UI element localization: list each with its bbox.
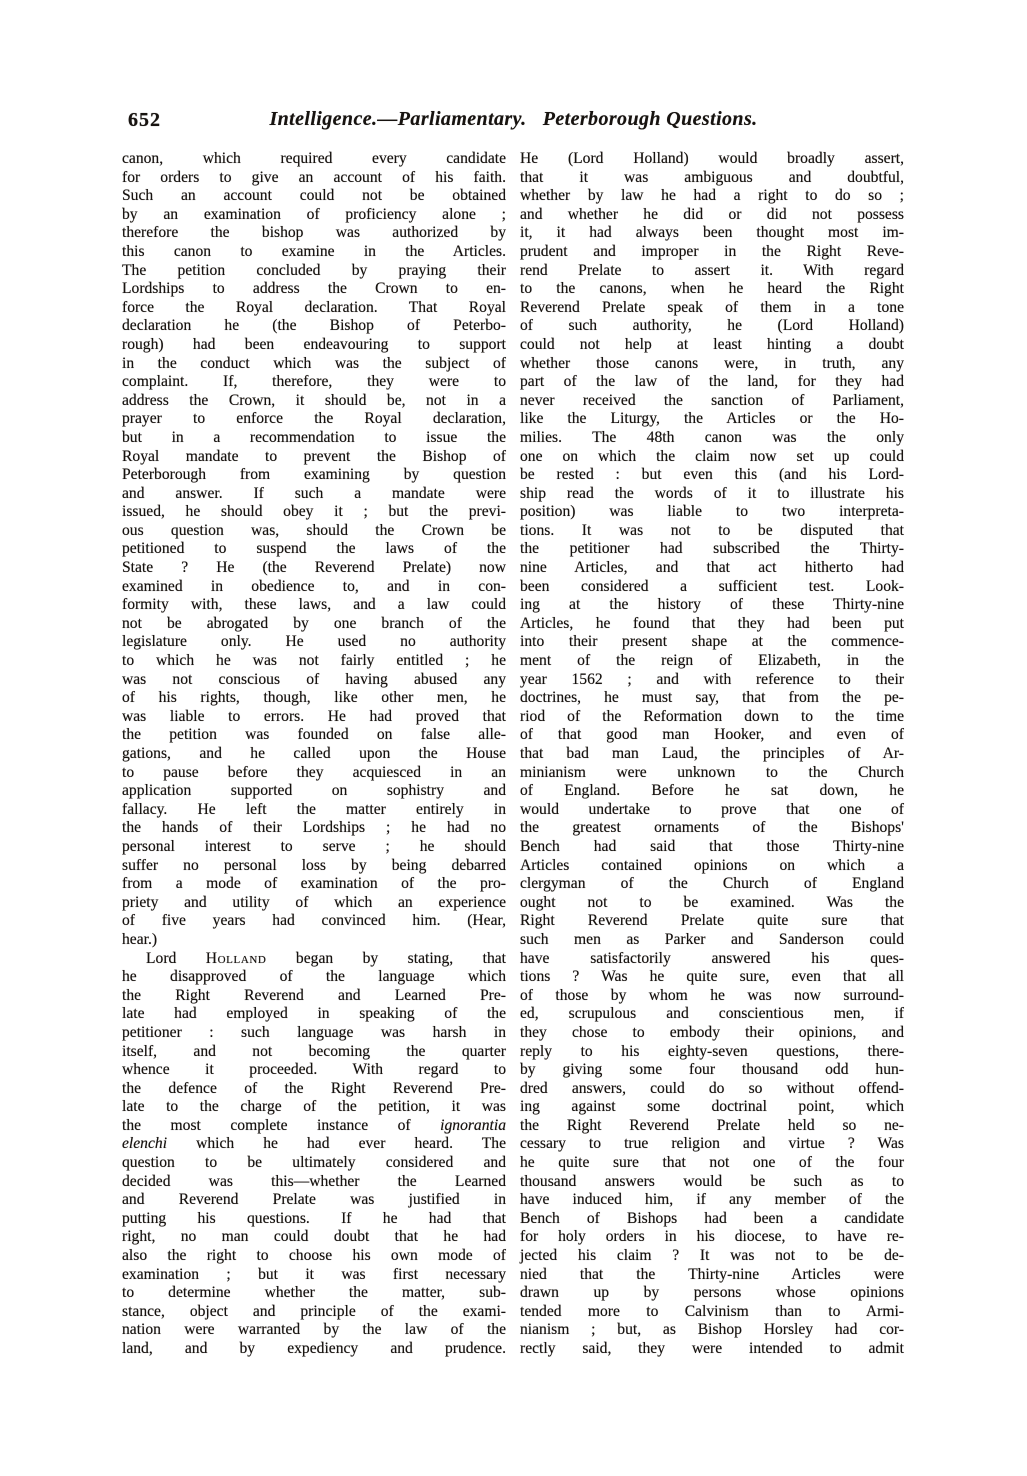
- text-line: from a mode of examination of the pro-: [122, 875, 506, 893]
- text-line: clergyman of the Church of England: [520, 875, 904, 893]
- text-line: was liable to errors. He had proved that: [122, 707, 506, 725]
- text-line: for holy orders in his diocese, to have re-: [520, 1228, 904, 1246]
- text-line: to pause before they acquiesced in an: [122, 763, 506, 781]
- text-line: personal interest to serve ; he should: [122, 837, 506, 855]
- running-header-title: Intelligence.—Parliamentary. Peterborough Questions.: [269, 108, 758, 130]
- text-line: minianism were unknown to the Church: [520, 763, 904, 781]
- text-line: ought not to be examined. Was the: [520, 893, 904, 911]
- text-line: to the canons, when he heard the Right: [520, 280, 904, 298]
- text-line: Bench had said that those Thirty-nine: [520, 837, 904, 855]
- text-line: cessary to true religion and virtue ? Was: [520, 1135, 904, 1153]
- text-line: was not conscious of having abused any: [122, 670, 506, 688]
- text-line: he disapproved of the language which: [122, 968, 506, 986]
- text-line: application supported on sophistry and: [122, 782, 506, 800]
- text-line: the defence of the Right Reverend Pre-: [122, 1079, 506, 1097]
- text-line: that it was ambiguous and doubtful,: [520, 168, 904, 186]
- text-line: Right Reverend Prelate quite sure that: [520, 912, 904, 930]
- text-line: whether those canons were, in truth, any: [520, 354, 904, 372]
- text-line: ing against some doctrinal point, which: [520, 1098, 904, 1116]
- text-line: Royal mandate to prevent the Bishop of: [122, 447, 506, 465]
- text-line: question to be ultimately considered and: [122, 1154, 506, 1172]
- text-line: but in a recommendation to issue the: [122, 428, 506, 446]
- text-line: petitioned to suspend the laws of the: [122, 540, 506, 558]
- text-line: The petition concluded by praying their: [122, 261, 506, 279]
- text-line: ment of the reign of Elizabeth, in the: [520, 652, 904, 670]
- text-line: year 1562 ; and with reference to their: [520, 670, 904, 688]
- text-line: legislature only. He used no authority: [122, 633, 506, 651]
- text-line: dred answers, could do so without offend-: [520, 1079, 904, 1097]
- text-line: prudent and improper in the Right Reve-: [520, 242, 904, 260]
- text-line: of such authority, he (Lord Holland): [520, 317, 904, 335]
- text-line: jected his claim ? It was not to be de-: [520, 1247, 904, 1265]
- text-line: petitioner : such language was harsh in: [122, 1023, 506, 1041]
- text-line: could not help at least hinting a doubt: [520, 335, 904, 353]
- column-right: [520, 150, 904, 1359]
- text-line: elenchi which he had ever heard. The: [122, 1135, 506, 1153]
- text-line: tended more to Calvinism than to Armi-: [520, 1302, 904, 1320]
- text-line: whether by law he had a right to do so ;: [520, 187, 904, 205]
- text-line: reply to his eighty-seven questions, there-: [520, 1042, 904, 1060]
- text-line: and answer. If such a mandate were: [122, 484, 506, 502]
- text-line: doctrines, he must say, that from the pe-: [520, 689, 904, 707]
- text-line: riod of the Reformation down to the time: [520, 707, 904, 725]
- text-line: rectly said, they were intended to admit: [520, 1340, 904, 1357]
- text-line: nation were warranted by the law of the: [122, 1321, 506, 1339]
- text-line: the petition was founded on false alle-: [122, 726, 506, 744]
- text-line: rend Prelate to assert it. With regard: [520, 261, 904, 279]
- text-line: Bench of Bishops had been a candidate: [520, 1209, 904, 1227]
- text-line: canon, which required every candidate: [122, 150, 506, 167]
- text-line: gations, and he called upon the House: [122, 745, 506, 762]
- text-line: late to the charge of the petition, it was: [122, 1098, 506, 1116]
- text-line: examination ; but it was first necessary: [122, 1265, 506, 1283]
- text-line: the Right Reverend and Learned Pre-: [122, 986, 506, 1004]
- text-line: by an examination of proficiency alone ;: [122, 205, 506, 223]
- text-line: the petitioner had subscribed the Thirty-: [520, 540, 904, 558]
- text-line: this canon to examine in the Articles.: [122, 242, 506, 260]
- text-line: he quite sure that not one of the four: [520, 1154, 904, 1172]
- text-line: not be abrogated by one branch of the: [122, 614, 506, 632]
- text-line: the Right Reverend Prelate held so ne-: [520, 1116, 904, 1134]
- page-header: [0, 106, 1027, 140]
- text-line: putting his questions. If he had that: [122, 1209, 506, 1227]
- text-line: State ? He (the Reverend Prelate) now: [122, 559, 506, 577]
- text-line: land, and by expediency and prudence.: [122, 1340, 506, 1357]
- column-left: [122, 150, 506, 1359]
- text-line: of that good man Hooker, and even of: [520, 726, 904, 744]
- text-line: late had employed in speaking of the: [122, 1005, 506, 1023]
- text-line: also the right to choose his own mode of: [122, 1247, 506, 1265]
- text-line: nine Articles, and that act hitherto had: [520, 559, 904, 577]
- text-line: into their present shape at the commence-: [520, 633, 904, 651]
- text-line: like the Liturgy, the Articles or the Ho-: [520, 410, 904, 428]
- text-line: that bad man Laud, the principles of Ar-: [520, 745, 904, 762]
- text-line: Lord Holland began by stating, that: [146, 949, 506, 967]
- text-line: they chose to embody their opinions, and: [520, 1023, 904, 1041]
- text-line: would undertake to prove that one of: [520, 800, 904, 818]
- text-line: Reverend Prelate speak of them in a tone: [520, 298, 904, 316]
- text-line: Articles, he found that they had been put: [520, 614, 904, 632]
- text-line: be rested : but even this (and his Lord-: [520, 466, 904, 484]
- text-line: been considered a sufficient test. Look-: [520, 577, 904, 595]
- text-line: position) was liable to two interpreta-: [520, 503, 904, 521]
- text-line: tions. It was not to be disputed that: [520, 521, 904, 539]
- text-line: milies. The 48th canon was the only: [520, 428, 904, 446]
- text-line: stance, object and principle of the exami-: [122, 1302, 506, 1320]
- text-columns: [122, 150, 904, 1359]
- text-line: tions ? Was he quite sure, even that all: [520, 968, 904, 986]
- text-line: of those by whom he was now surround-: [520, 986, 904, 1004]
- text-line: and whether he did or did not possess: [520, 205, 904, 223]
- text-line: the hands of their Lordships ; he had no: [122, 819, 506, 837]
- text-line: right, no man could doubt that he had: [122, 1228, 506, 1246]
- text-line: whence it proceeded. With regard to: [122, 1061, 506, 1079]
- text-line: nied that the Thirty-nine Articles were: [520, 1265, 904, 1283]
- text-line: it, it had always been thought most im-: [520, 224, 904, 242]
- text-line: address the Crown, it should be, not in a: [122, 391, 506, 409]
- text-line: to determine whether the matter, sub-: [122, 1284, 506, 1302]
- text-line: He (Lord Holland) would broadly assert,: [520, 150, 904, 167]
- text-line: suffer no personal loss by being debarred: [122, 856, 506, 874]
- page-number: 652: [128, 109, 161, 131]
- text-line: priety and utility of which an experience: [122, 893, 506, 911]
- text-line: the greatest ornaments of the Bishops': [520, 819, 904, 837]
- text-line: itself, and not becoming the quarter: [122, 1042, 506, 1060]
- text-line: drawn up by persons whose opinions: [520, 1284, 904, 1302]
- text-line: ous question was, should the Crown be: [122, 521, 506, 539]
- text-line: issued, he should obey it ; but the previ-: [122, 503, 506, 521]
- text-line: of his rights, though, like other men, he: [122, 689, 506, 707]
- text-line: thousand answers would be such as to: [520, 1172, 904, 1190]
- text-line: Articles contained opinions on which a: [520, 856, 904, 874]
- text-line: Lordships to address the Crown to en-: [122, 280, 506, 298]
- text-line: by giving some four thousand odd hun-: [520, 1061, 904, 1079]
- text-line: for orders to give an account of his faith.: [122, 168, 506, 186]
- text-line: decided was this—whether the Learned: [122, 1172, 506, 1190]
- text-line: therefore the bishop was authorized by: [122, 224, 506, 242]
- text-line: of England. Before he sat down, he: [520, 782, 904, 800]
- text-line: have induced him, if any member of the: [520, 1191, 904, 1209]
- text-line: force the Royal declaration. That Royal: [122, 298, 506, 316]
- text-line: fallacy. He left the matter entirely in: [122, 800, 506, 818]
- text-line: ship read the words of it to illustrate his: [520, 484, 904, 502]
- text-line: rough) had been endeavouring to support: [122, 335, 506, 353]
- text-line: one on which the claim now set up could: [520, 447, 904, 465]
- text-line: in the conduct which was the subject of: [122, 354, 506, 372]
- text-line: ing at the history of these Thirty-nine: [520, 596, 904, 614]
- text-line: and Reverend Prelate was justified in: [122, 1191, 506, 1209]
- text-line: of five years had convinced him. (Hear,: [122, 912, 506, 930]
- text-line: the most complete instance of ignorantia: [122, 1116, 506, 1134]
- text-line: declaration he (the Bishop of Peterbo-: [122, 317, 506, 335]
- text-line: prayer to enforce the Royal declaration,: [122, 410, 506, 428]
- text-line: to which he was not fairly entitled ; he: [122, 652, 506, 670]
- text-line: examined in obedience to, and in con-: [122, 577, 506, 595]
- text-line: such men as Parker and Sanderson could: [520, 930, 904, 948]
- text-line: never received the sanction of Parliament,: [520, 391, 904, 409]
- text-line: complaint. If, therefore, they were to: [122, 373, 506, 391]
- text-line: nianism ; but, as Bishop Horsley had cor-: [520, 1321, 904, 1339]
- text-line: part of the law of the land, for they had: [520, 373, 904, 391]
- text-line: ed, scrupulous and conscientious men, if: [520, 1005, 904, 1023]
- text-line: have satisfactorily answered his ques-: [520, 949, 904, 967]
- text-line: hear.): [122, 930, 158, 948]
- text-line: Such an account could not be obtained: [122, 187, 506, 205]
- text-line: Peterborough from examining by question: [122, 466, 506, 484]
- text-line: formity with, these laws, and a law could: [122, 596, 506, 614]
